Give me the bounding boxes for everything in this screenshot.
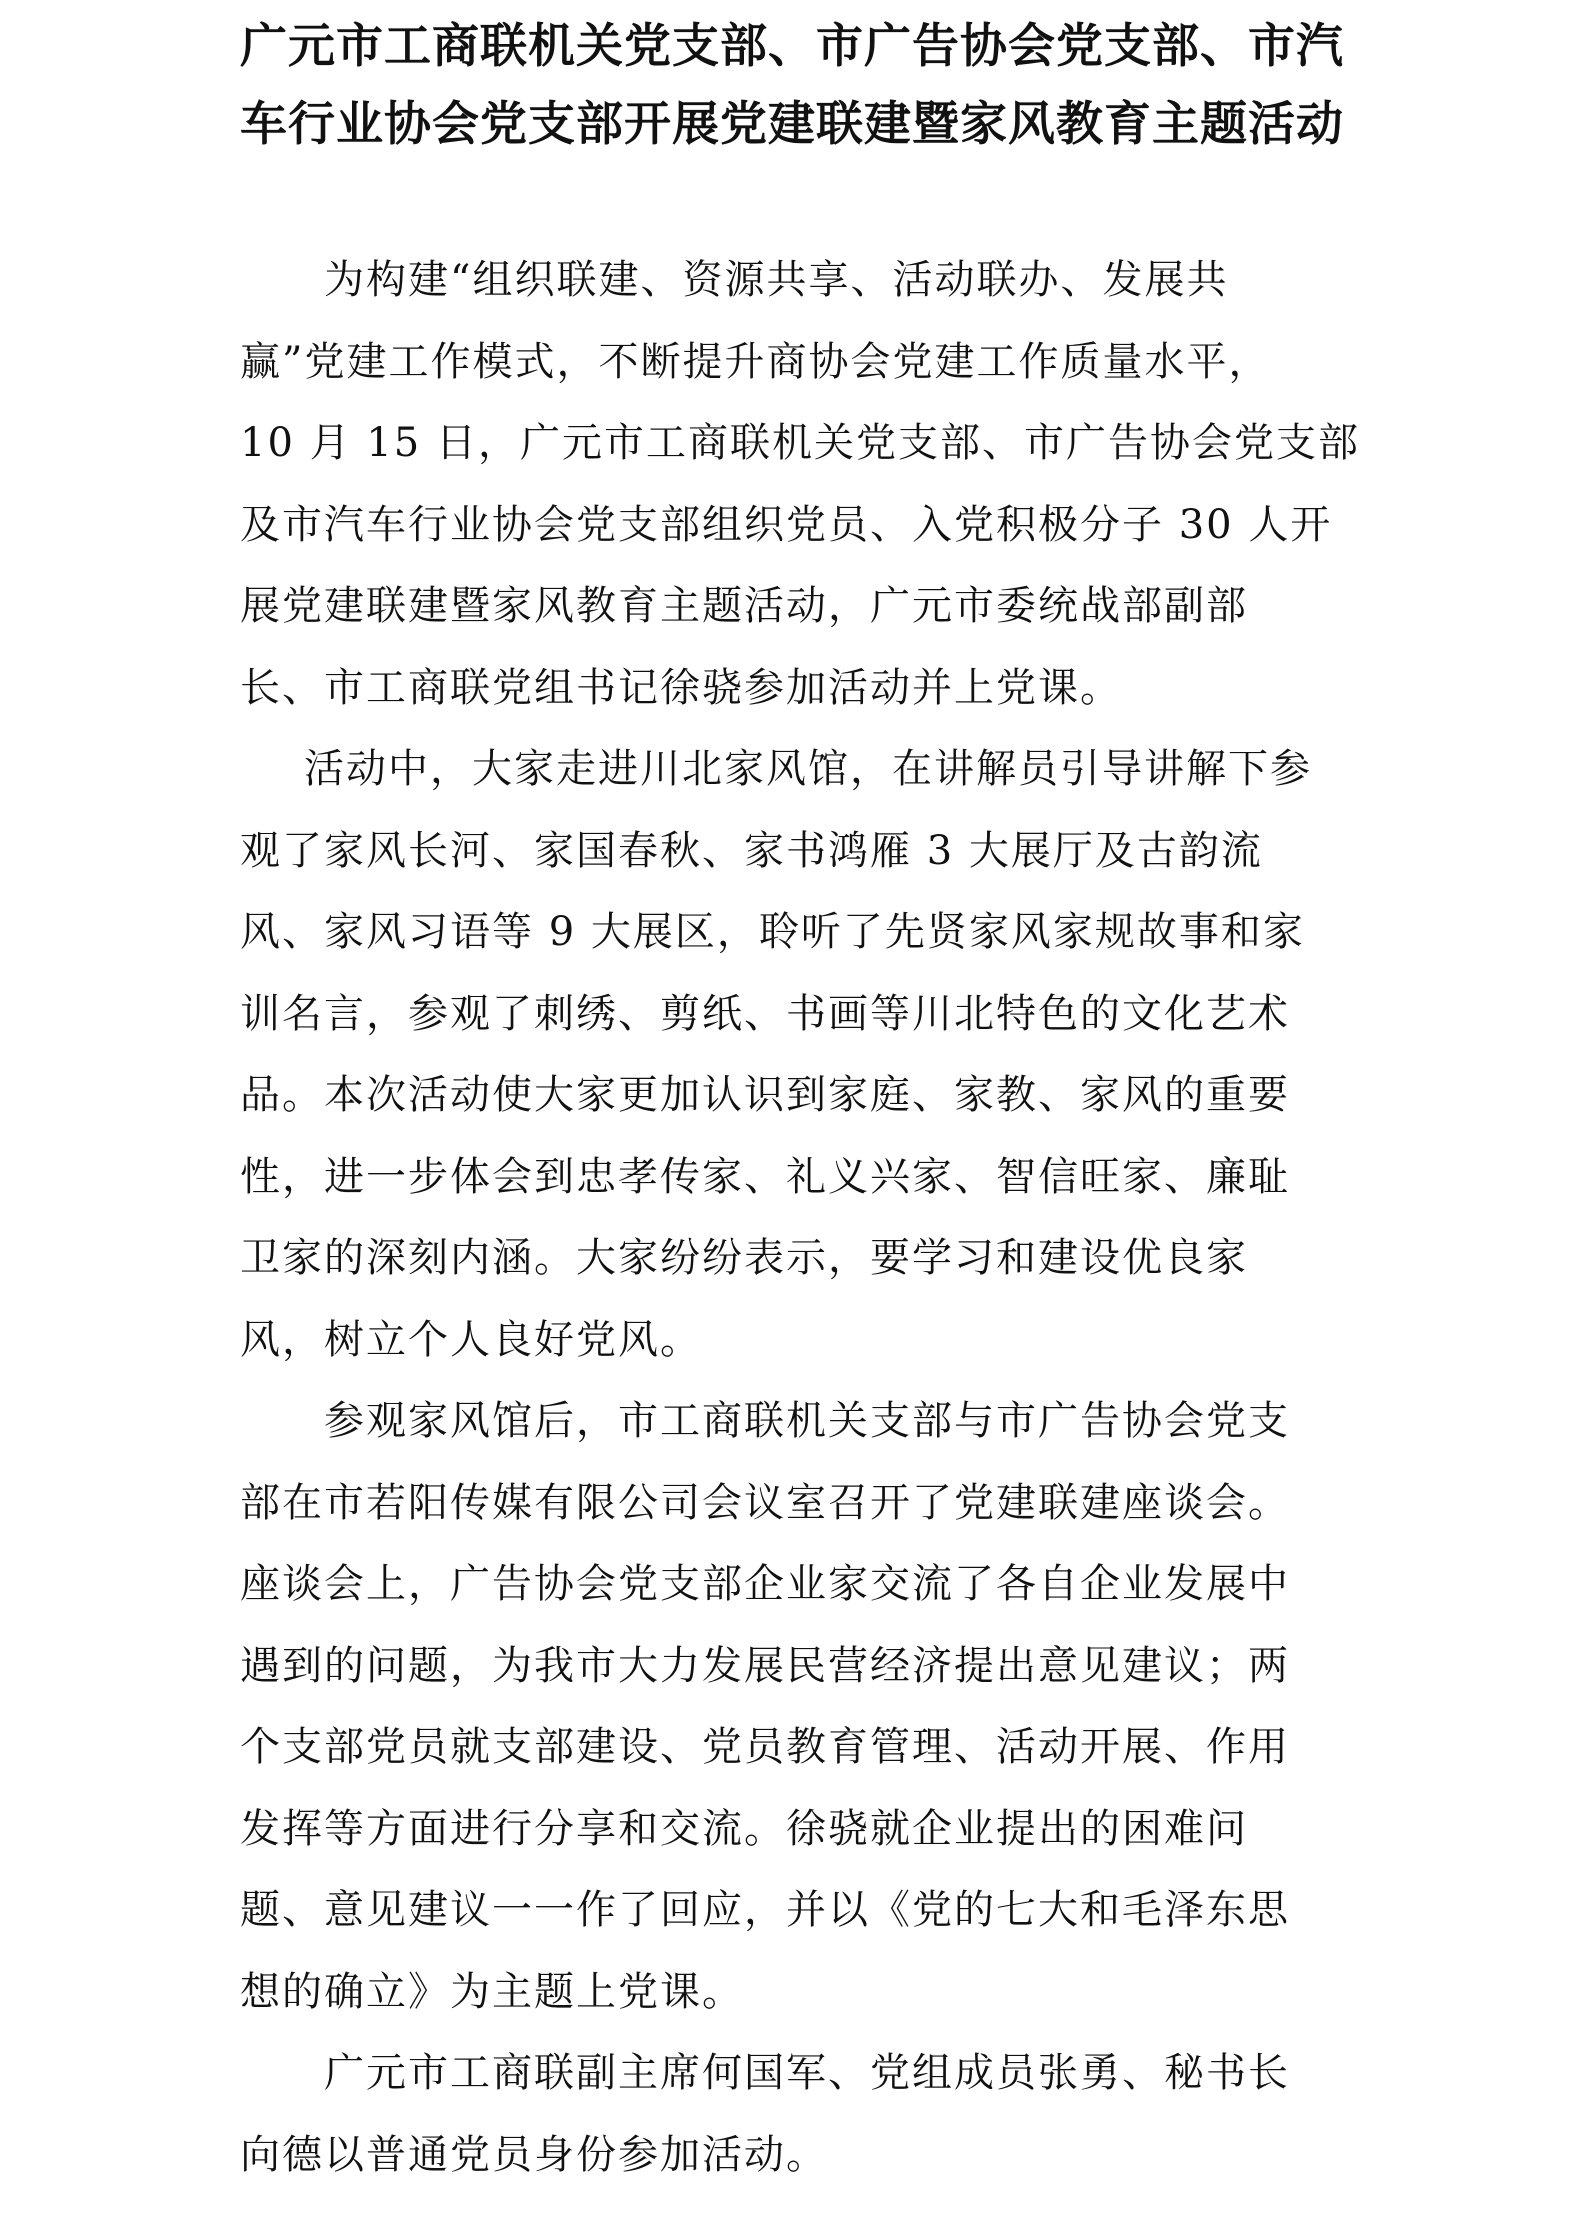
article-body [240, 240, 1360, 2196]
paragraph-line: 为构建“组织联建、资源共享、活动联办、发展共 [324, 257, 1229, 303]
paragraph-line: 座谈会上，广告协会党支部企业家交流了各自企业发展中 [240, 1561, 1290, 1607]
paragraph-line: 训名言，参观了刺绣、剪纸、书画等川北特色的文化艺术 [240, 990, 1290, 1037]
title-line: 广元市工商联机关党支部、市广告协会党支部、市汽 [240, 19, 1344, 74]
paragraph-line: 观了家风长河、家国春秋、家书鸿雁 3 大展厅及古韵流 [240, 827, 1263, 874]
paragraph-line: 个支部党员就支部建设、党员教育管理、活动开展、作用 [240, 1724, 1290, 1770]
paragraph-line: 遇到的问题，为我市大力发展民营经济提出意见建议；两 [240, 1642, 1290, 1689]
paragraph-2 [240, 729, 1355, 1381]
paragraph-line: 向德以普通党员身份参加活动。 [240, 2131, 828, 2178]
article-title [240, 8, 1355, 164]
paragraph-line: 10 月 15 日，广元市工商联机关党支部、市广告协会党支部 [240, 420, 1360, 466]
paragraph-1 [240, 240, 1360, 729]
paragraph-line: 广元市工商联副主席何国军、党组成员张勇、秘书长 [324, 2050, 1290, 2096]
paragraph-line: 长、市工商联党组书记徐骁参加活动并上党课。 [240, 664, 1122, 711]
paragraph-line: 风，树立个人良好党风。 [240, 1316, 702, 1363]
paragraph-line: 赢”党建工作模式，不断提升商协会党建工作质量水平， [240, 338, 1271, 385]
paragraph-line: 题、意见建议一一作了回应，并以《党的七大和毛泽东思 [240, 1887, 1290, 1933]
paragraph-4 [240, 2033, 1355, 2196]
paragraph-line: 卫家的深刻内涵。大家纷纷表示，要学习和建设优良家 [240, 1235, 1248, 1281]
paragraph-line: 及市汽车行业协会党支部组织党员、入党积极分子 30 人开 [240, 501, 1333, 548]
paragraph-line: 展党建联建暨家风教育主题活动，广元市委统战部副部 [240, 583, 1248, 629]
paragraph-line: 风、家风习语等 9 大展区，聆听了先贤家风家规故事和家 [240, 909, 1305, 955]
title-line: 车行业协会党支部开展党建联建暨家风教育主题活动 [240, 97, 1344, 152]
paragraph-line: 部在市若阳传媒有限公司会议室召开了党建联建座谈会。 [240, 1479, 1290, 1526]
paragraph-line: 发挥等方面进行分享和交流。徐骁就企业提出的困难问 [240, 1805, 1248, 1852]
paragraph-3 [240, 1381, 1355, 2033]
paragraph-line: 性，进一步体会到忠孝传家、礼义兴家、智信旺家、廉耻 [240, 1153, 1290, 1200]
paragraph-line: 活动中，大家走进川北家风馆，在讲解员引导讲解下参 [304, 746, 1312, 792]
paragraph-line: 品。本次活动使大家更加认识到家庭、家教、家风的重要 [240, 1072, 1290, 1118]
paragraph-line: 参观家风馆后，市工商联机关支部与市广告协会党支 [324, 1398, 1290, 1444]
paragraph-line: 想的确立》为主题上党课。 [240, 1968, 744, 2015]
